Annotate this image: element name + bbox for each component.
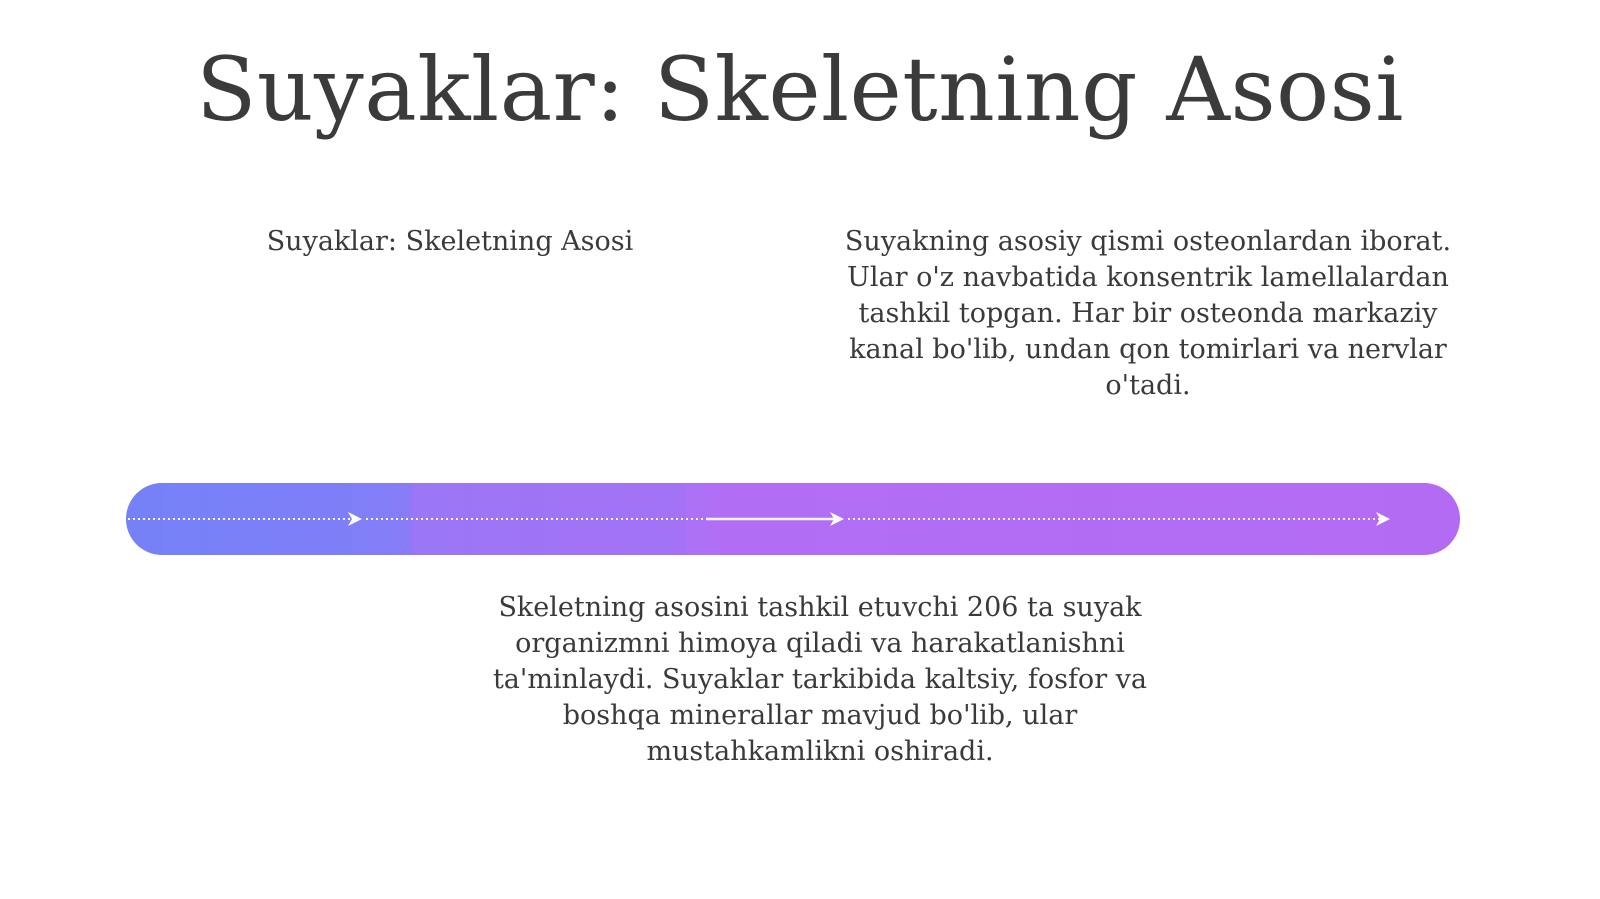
- bottom-text-block: Skeletning asosini tashkil etuvchi 206 ta suyak organizmni himoya qiladi va harakatlanishni ta'minlaydi. Suyaklar tarkibida kaltsiy, fosfor va boshqa minerallar mavjud bo'lib, ular mustahkamlikni oshiradi.: [492, 592, 1148, 767]
- left-text-block: Suyaklar: Skeletning Asosi: [266, 226, 634, 257]
- slide-title: Suyaklar: Skeletning Asosi: [196, 38, 1404, 141]
- arrow-right-icon: [348, 512, 362, 526]
- right-text-block: Suyakning asosiy qismi osteonlardan iborat. Ular o'z navbatida konsentrik lamellalardan tashkil topgan. Har bir osteonda markaziy kanal bo'lib, undan qon tomirlari va nervlar o'tadi.: [844, 226, 1452, 401]
- timeline-bar: [126, 483, 1460, 555]
- timeline-arrows: [126, 483, 1460, 555]
